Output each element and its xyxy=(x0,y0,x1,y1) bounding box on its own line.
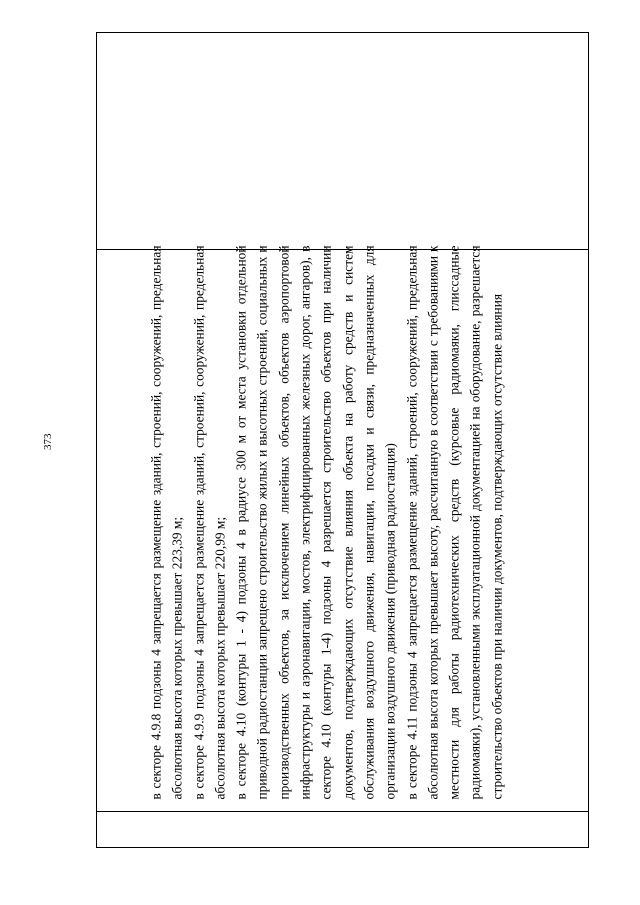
regulation-text-cell xyxy=(140,242,625,804)
paragraph-sector-4-10: в секторе 4.10 (контуры 1 - 4) подзоны 4 в радиусе 300 м от места установки отдельной приводной радиостанции запрещено строительство жилых и высотных строений, социальных и производственных объектов, за исключением линейных объектов, объектов аэропортовой инфраструктуры и аэронавигации, мостов, электрифицированных железных дорог, ангаров), в секторе 4.10 (контуры 1-4) подзоны 4 разрешается строительство объектов при наличии документов, подтверждающих отсутствие влияния объекта на работу средств и систем обслуживания воздушного движения, навигации, посадки и связи, предназначенных для организации воздушного движения (приводная радиостанция) xyxy=(233,245,398,800)
paragraph-sector-4-9-9: в секторе 4.9.9 подзоны 4 запрещается размещение зданий, строений, сооружений, предельная абсолютная высота которых превышает 220,99 м; xyxy=(191,245,228,800)
page-number: 373 xyxy=(42,433,54,450)
paragraph-sector-4-9-8: в секторе 4.9.8 подзоны 4 запрещается размещение зданий, строений, сооружений, предельная абсолютная высота которых превышает 223,39 м; xyxy=(148,245,185,800)
rotated-table xyxy=(96,32,589,848)
paragraph-sector-4-11: в секторе 4.11 подзоны 4 запрещается размещение зданий, строений, сооружений, предельная абсолютная высота которых превышает высоту, рассчитанную в соответствии с требованиями к местности для работы радиотехнических средств (курсовые радиомаяки, глиссадные радиомаяки), установленными эксплуатационной документацией на оборудование, разрешается строительство объектов при наличии документов, подтверждающих отсутствие влияния xyxy=(404,245,505,800)
